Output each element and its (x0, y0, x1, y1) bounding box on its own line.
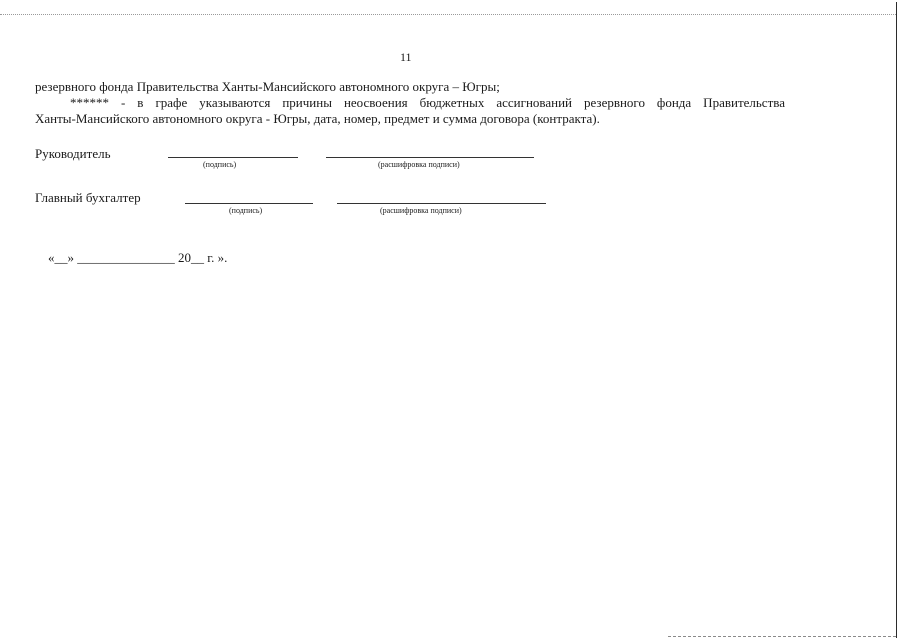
scan-edge-right (896, 2, 897, 638)
accountant-signature-line (185, 203, 313, 204)
head-decoding-caption: (расшифровка подписи) (378, 160, 460, 169)
date-field: «__» _______________ 20__ г. ». (48, 250, 228, 265)
head-label: Руководитель (35, 146, 111, 161)
body-text-line-1: резервного фонда Правительства Ханты-Мансийского автономного округа – Югры; (35, 79, 500, 94)
accountant-decoding-caption: (расшифровка подписи) (380, 206, 462, 215)
scan-edge-bottom (668, 636, 896, 637)
accountant-signature-caption: (подпись) (229, 206, 263, 215)
page-number: 11 (400, 50, 412, 64)
scan-edge-top (0, 14, 896, 15)
accountant-label: Главный бухгалтер (35, 190, 141, 205)
footnote-text-line: ****** - в графе указываются причины неосвоения бюджетных ассигнований резервного фонда Правительства (70, 95, 785, 110)
body-text-line-3: Ханты-Мансийского автономного округа - Югры, дата, номер, предмет и сумма договора (контракта). (35, 111, 600, 126)
head-signature-line (168, 157, 298, 158)
head-signature-caption: (подпись) (203, 160, 237, 169)
head-decoding-line (326, 157, 534, 158)
accountant-decoding-line (337, 203, 546, 204)
